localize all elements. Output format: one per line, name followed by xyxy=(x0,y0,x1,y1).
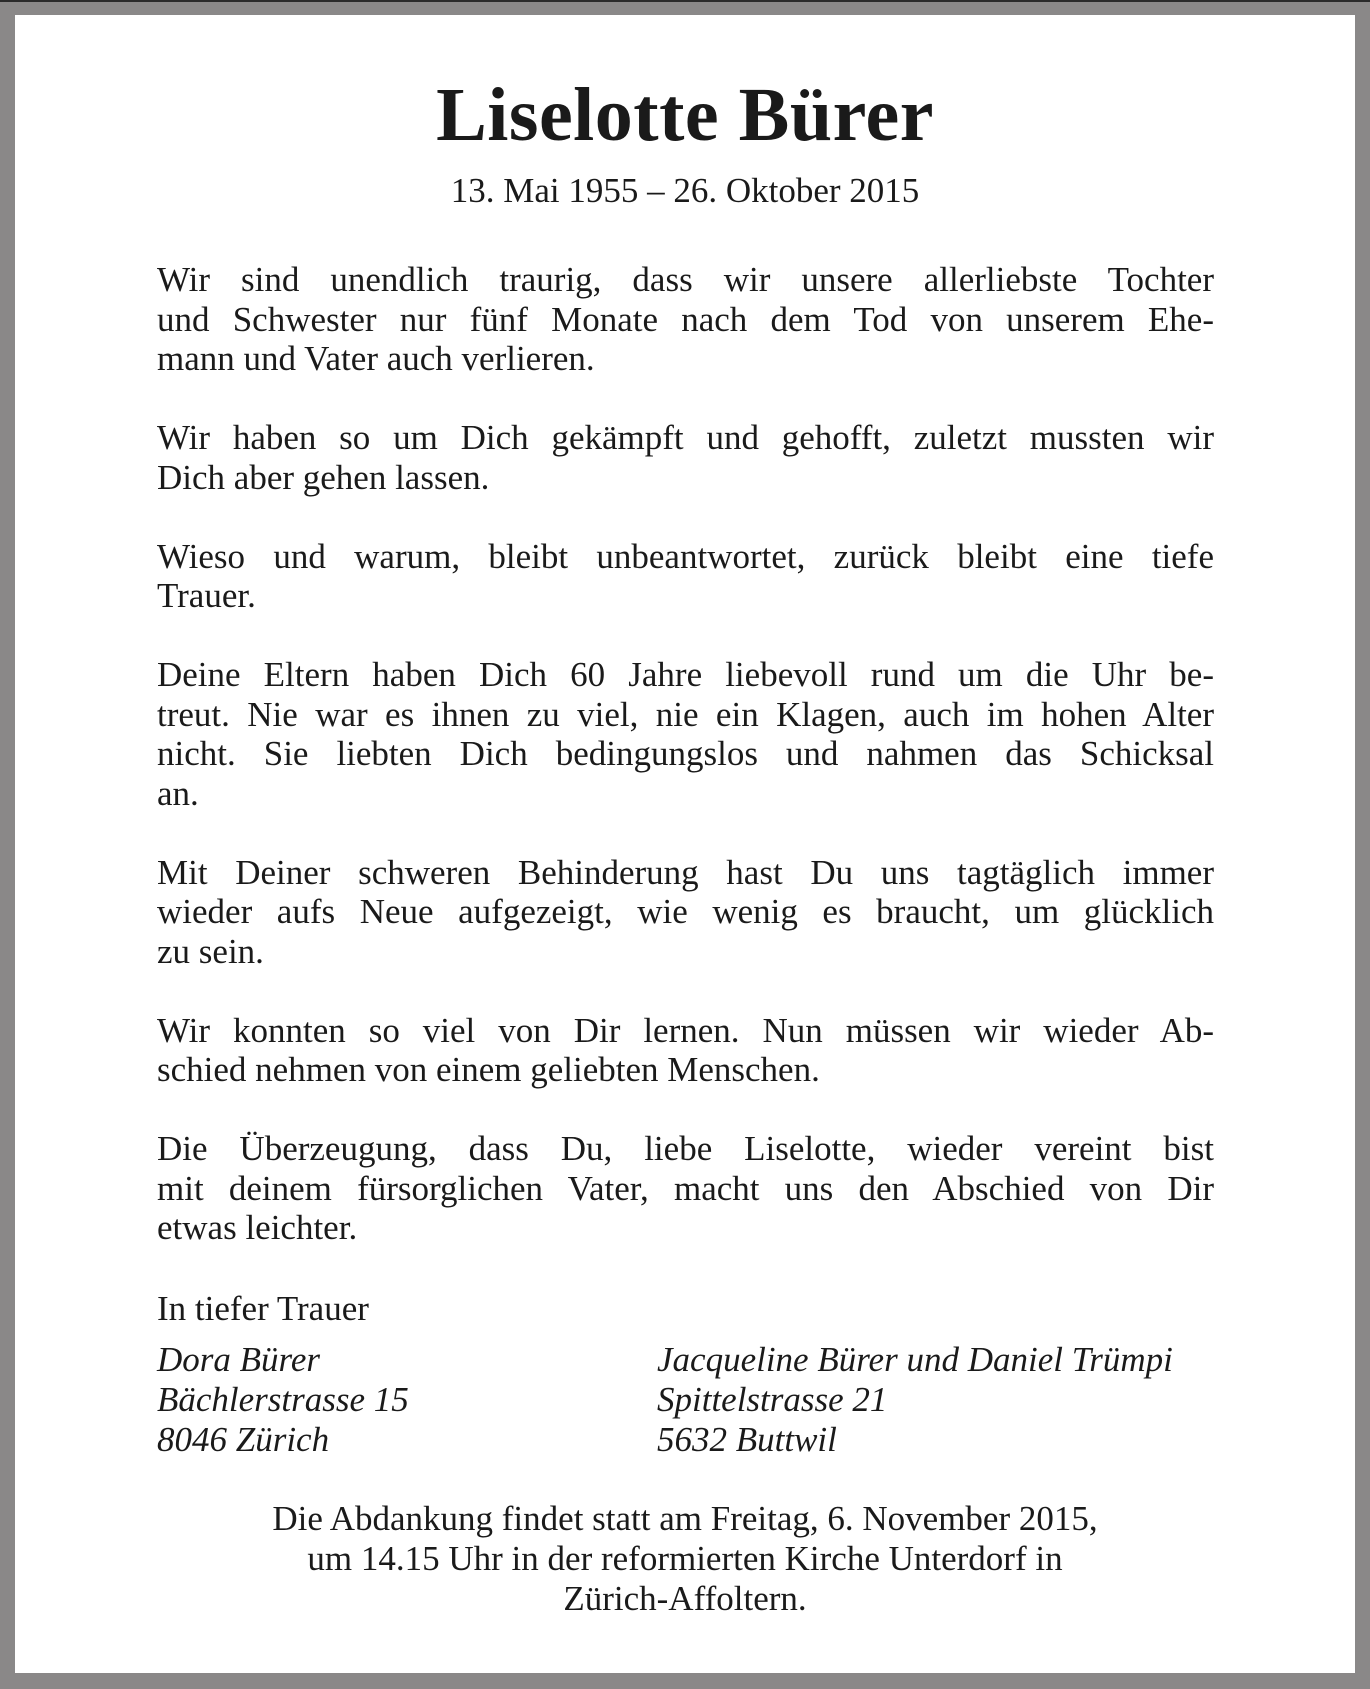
obituary-body xyxy=(157,260,1214,1287)
closing-line: In tiefer Trauer xyxy=(157,1289,369,1328)
funeral-notice xyxy=(0,1499,1370,1619)
paragraph-line: Deine Eltern haben Dich 60 Jahre liebevoll rund um die Uhr be- xyxy=(157,655,1214,694)
signatory-street: Bächlerstrasse 15 xyxy=(157,1380,409,1419)
paragraph-line: Trauer. xyxy=(157,576,256,615)
paragraph xyxy=(157,655,1214,813)
signatory-city: 5632 Buttwil xyxy=(657,1420,837,1459)
paragraph-line: Wir haben so um Dich gekämpft und gehofft, zuletzt mussten wir xyxy=(157,418,1214,457)
signatory-2 xyxy=(657,1340,1173,1460)
signatory-1 xyxy=(157,1340,409,1460)
paragraph xyxy=(157,1129,1214,1248)
paragraph-line: zu sein. xyxy=(157,931,264,971)
paragraph-line: Wir konnten so viel von Dir lernen. Nun müssen wir wieder Ab- xyxy=(157,1010,1214,1050)
signatory-street: Spittelstrasse 21 xyxy=(657,1380,888,1419)
paragraph-line: treut. Nie war es ihnen zu viel, nie ein Klagen, auch im hohen Alter xyxy=(157,694,1214,734)
deceased-name: Liselotte Bürer xyxy=(436,73,934,157)
life-dates: 13. Mai 1955 – 26. Oktober 2015 xyxy=(450,171,920,210)
paragraph-line: wieder aufs Neue aufgezeigt, wie wenig es braucht, um glücklich xyxy=(157,892,1214,931)
funeral-notice-line: Zürich-Affoltern. xyxy=(563,1579,807,1618)
funeral-notice-line: Die Abdankung findet statt am Freitag, 6. November 2015, xyxy=(272,1499,1098,1538)
paragraph-line: Die Überzeugung, dass Du, liebe Liselotte, wieder vereint bist xyxy=(157,1129,1214,1168)
paragraph-line: schied nehmen von einem geliebten Menschen. xyxy=(157,1050,820,1089)
paragraph-line: Mit Deiner schweren Behinderung hast Du uns tagtäglich immer xyxy=(157,852,1214,892)
window-top-edge xyxy=(0,0,1370,2)
signatory-name: Jacqueline Bürer und Daniel Trümpi xyxy=(657,1340,1173,1379)
paragraph-line: Dich aber gehen lassen. xyxy=(157,457,490,497)
paragraph xyxy=(157,418,1214,497)
funeral-notice-line: um 14.15 Uhr in der reformierten Kirche Unterdorf in xyxy=(307,1539,1063,1578)
paragraph-line: mann und Vater auch verlieren. xyxy=(157,339,595,378)
paragraph-line: mit deinem fürsorglichen Vater, macht uns den Abschied von Dir xyxy=(157,1168,1214,1208)
paragraph-line: und Schwester nur fünf Monate nach dem Tod von unserem Ehe- xyxy=(157,299,1214,339)
paragraph-line: an. xyxy=(157,773,199,813)
paragraph xyxy=(157,853,1214,972)
paragraph-line: nicht. Sie liebten Dich bedingungslos und nahmen das Schicksal xyxy=(157,734,1214,773)
signatory-city: 8046 Zürich xyxy=(157,1420,330,1459)
paragraph-line: Wir sind unendlich traurig, dass wir unsere allerliebste Tochter xyxy=(157,260,1214,299)
signatory-name: Dora Bürer xyxy=(157,1340,321,1379)
paragraph xyxy=(157,537,1214,616)
paragraph xyxy=(157,260,1214,379)
paragraph xyxy=(157,1011,1214,1090)
paragraph-line: etwas leichter. xyxy=(157,1208,358,1247)
paragraph-line: Wieso und warum, bleibt unbeantwortet, zurück bleibt eine tiefe xyxy=(157,536,1214,576)
